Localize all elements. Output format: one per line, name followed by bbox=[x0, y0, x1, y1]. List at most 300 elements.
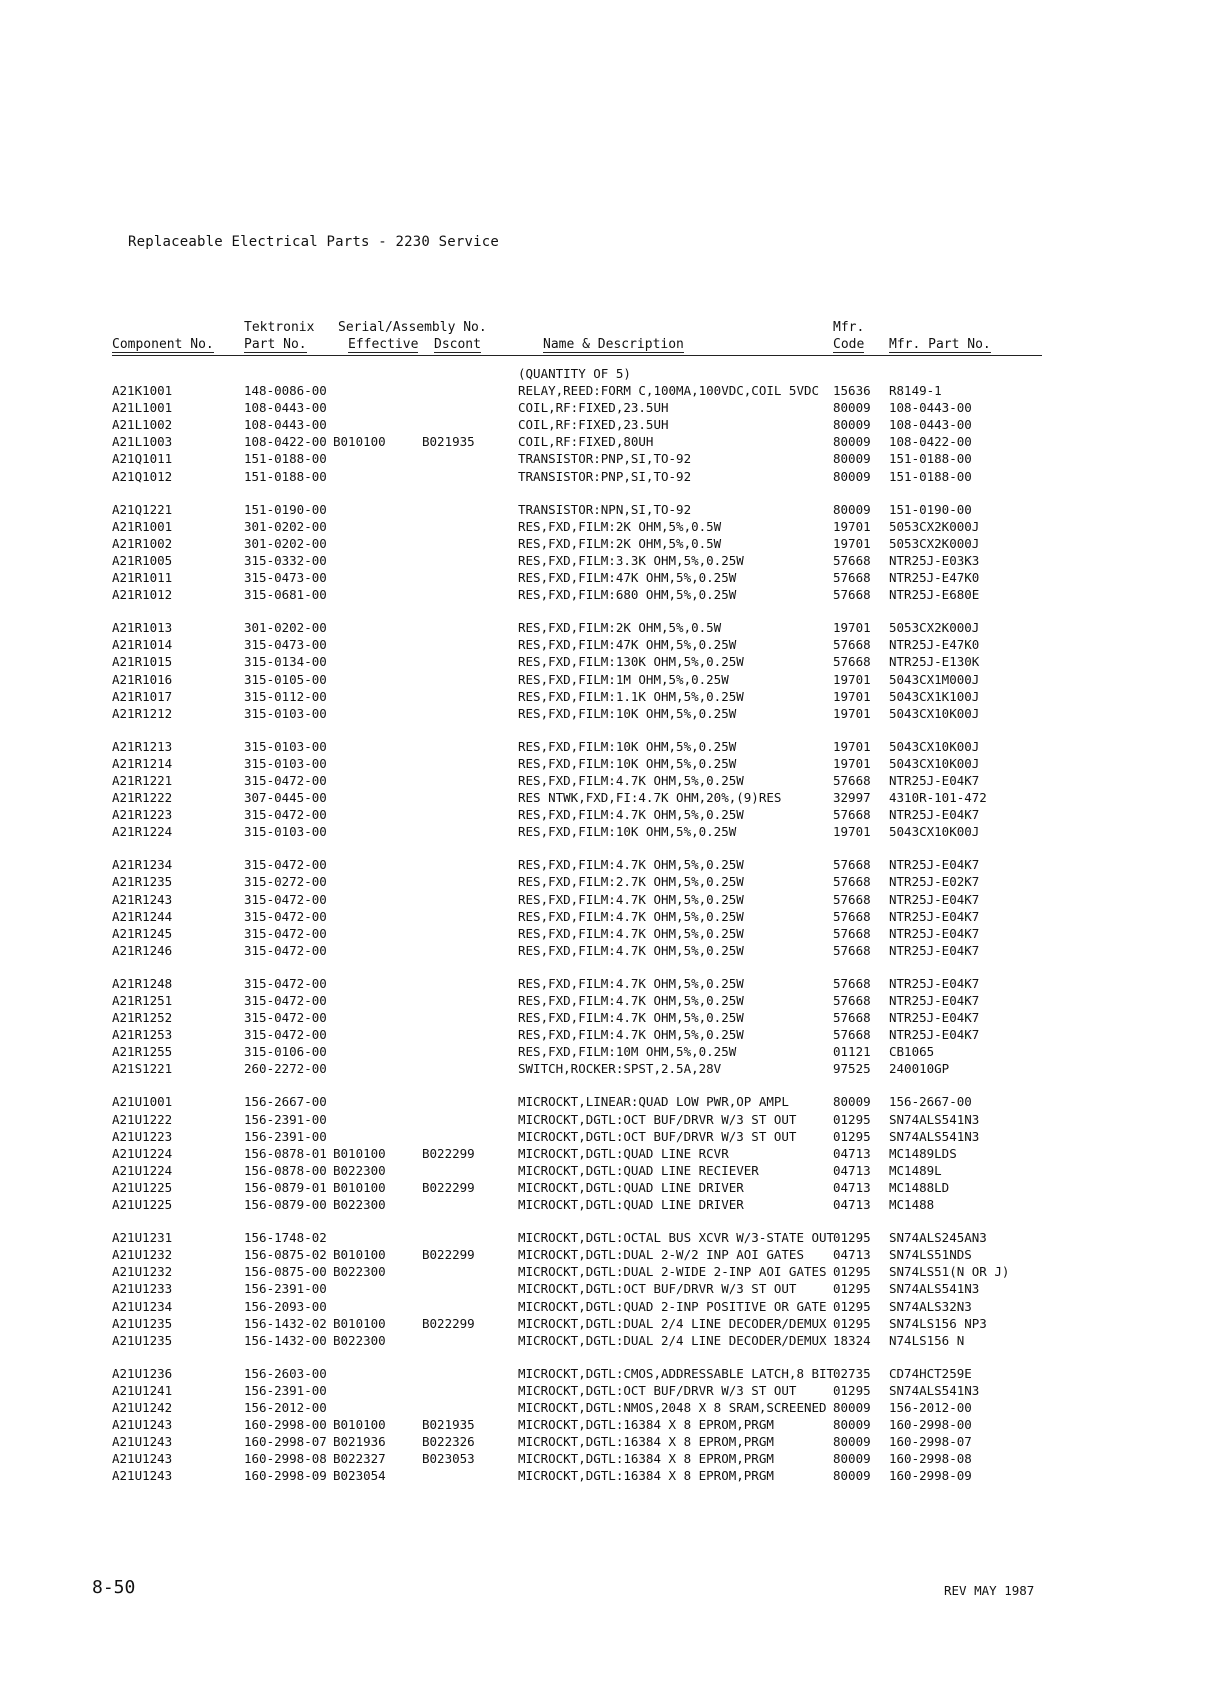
component-no: A21U1243 bbox=[112, 1451, 173, 1467]
tek-part-no: 151-0188-00 bbox=[244, 451, 327, 467]
tek-part-no: 156-0879-01 bbox=[244, 1179, 327, 1195]
component-no: A21R1017 bbox=[112, 688, 173, 704]
tek-part-no: 160-2998-00 bbox=[244, 1417, 327, 1433]
part-description: RES,FXD,FILM:4.7K OHM,5%,0.25W bbox=[518, 1027, 744, 1043]
page-title: Replaceable Electrical Parts - 2230 Service bbox=[128, 234, 500, 250]
component-no: A21R1214 bbox=[112, 755, 173, 771]
tek-part-no: 160-2998-07 bbox=[244, 1434, 327, 1450]
tek-part-no: 156-0875-02 bbox=[244, 1247, 327, 1263]
tek-part-no: 156-2391-00 bbox=[244, 1128, 327, 1144]
mfr-code: 04713 bbox=[833, 1179, 871, 1195]
header-effective: Effective bbox=[348, 337, 419, 352]
part-description: RES,FXD,FILM:10K OHM,5%,0.25W bbox=[518, 824, 737, 840]
mfr-code: 01121 bbox=[833, 1044, 871, 1060]
part-description: RES,FXD,FILM:4.7K OHM,5%,0.25W bbox=[518, 891, 744, 907]
table-row bbox=[0, 434, 1214, 451]
component-no: A21U1001 bbox=[112, 1094, 173, 1110]
mfr-code: 80009 bbox=[833, 1451, 871, 1467]
component-no: A21R1014 bbox=[112, 637, 173, 653]
mfr-code: 01295 bbox=[833, 1230, 871, 1246]
mfr-code: 57668 bbox=[833, 772, 871, 788]
tek-part-no: 315-0106-00 bbox=[244, 1044, 327, 1060]
part-description: MICROCKT,DGTL:QUAD LINE RECIEVER bbox=[518, 1162, 759, 1178]
mfr-part-no: NTR25J-E04K7 bbox=[889, 857, 980, 873]
mfr-code: 57668 bbox=[833, 1010, 871, 1026]
part-description: RES,FXD,FILM:3.3K OHM,5%,0.25W bbox=[518, 552, 744, 568]
mfr-part-no: MC1488 bbox=[889, 1197, 935, 1213]
mfr-code: 57668 bbox=[833, 857, 871, 873]
serial-dscont: B021935 bbox=[422, 434, 475, 450]
component-no: A21R1243 bbox=[112, 891, 173, 907]
mfr-part-no: NTR25J-E47K0 bbox=[889, 570, 980, 586]
parts-group bbox=[0, 739, 1214, 842]
tek-part-no: 315-0472-00 bbox=[244, 891, 327, 907]
table-row bbox=[0, 502, 1214, 519]
component-no: A21R1246 bbox=[112, 942, 173, 958]
part-description: RES,FXD,FILM:1.1K OHM,5%,0.25W bbox=[518, 688, 744, 704]
mfr-code: 57668 bbox=[833, 654, 871, 670]
table-row bbox=[0, 857, 1214, 874]
serial-effective: B022300 bbox=[333, 1264, 386, 1280]
component-no: A21R1222 bbox=[112, 790, 173, 806]
component-no: A21U1236 bbox=[112, 1365, 173, 1381]
tek-part-no: 260-2272-00 bbox=[244, 1061, 327, 1077]
component-no: A21U1233 bbox=[112, 1281, 173, 1297]
table-row bbox=[0, 1247, 1214, 1264]
mfr-part-no: 160-2998-09 bbox=[889, 1468, 972, 1484]
tek-part-no: 160-2998-09 bbox=[244, 1468, 327, 1484]
mfr-code: 19701 bbox=[833, 620, 871, 636]
mfr-code: 02735 bbox=[833, 1365, 871, 1381]
mfr-code: 57668 bbox=[833, 552, 871, 568]
table-row bbox=[0, 1468, 1214, 1485]
mfr-part-no: NTR25J-E04K7 bbox=[889, 772, 980, 788]
part-description: RES,FXD,FILM:47K OHM,5%,0.25W bbox=[518, 637, 737, 653]
mfr-code: 80009 bbox=[833, 417, 871, 433]
mfr-part-no: SN74ALS32N3 bbox=[889, 1298, 972, 1314]
part-description: RELAY,REED:FORM C,100MA,100VDC,COIL 5VDC bbox=[518, 383, 820, 399]
mfr-code: 01295 bbox=[833, 1281, 871, 1297]
mfr-code: 18324 bbox=[833, 1332, 871, 1348]
mfr-part-no: SN74LS156 NP3 bbox=[889, 1315, 987, 1331]
tek-part-no: 315-0105-00 bbox=[244, 671, 327, 687]
serial-effective: B010100 bbox=[333, 1145, 386, 1161]
part-description: RES,FXD,FILM:2K OHM,5%,0.5W bbox=[518, 620, 722, 636]
component-no: A21K1001 bbox=[112, 383, 173, 399]
tek-part-no: 315-0473-00 bbox=[244, 637, 327, 653]
mfr-code: 01295 bbox=[833, 1111, 871, 1127]
tek-part-no: 315-0112-00 bbox=[244, 688, 327, 704]
mfr-code: 57668 bbox=[833, 587, 871, 603]
tek-part-no: 315-0472-00 bbox=[244, 772, 327, 788]
mfr-part-no: 160-2998-00 bbox=[889, 1417, 972, 1433]
mfr-part-no: NTR25J-E04K7 bbox=[889, 891, 980, 907]
mfr-code: 19701 bbox=[833, 738, 871, 754]
mfr-code: 57668 bbox=[833, 637, 871, 653]
component-no: A21R1244 bbox=[112, 908, 173, 924]
serial-effective: B022300 bbox=[333, 1162, 386, 1178]
component-no: A21R1013 bbox=[112, 620, 173, 636]
table-row bbox=[0, 1366, 1214, 1383]
table-row bbox=[0, 383, 1214, 400]
mfr-part-no: 151-0188-00 bbox=[889, 468, 972, 484]
tek-part-no: 315-0472-00 bbox=[244, 807, 327, 823]
table-row bbox=[0, 1434, 1214, 1451]
mfr-part-no: R8149-1 bbox=[889, 383, 942, 399]
table-row bbox=[0, 790, 1214, 807]
mfr-code: 57668 bbox=[833, 570, 871, 586]
table-row bbox=[0, 756, 1214, 773]
table-row bbox=[0, 1146, 1214, 1163]
mfr-code: 80009 bbox=[833, 1468, 871, 1484]
mfr-part-no: N74LS156 N bbox=[889, 1332, 965, 1348]
mfr-code: 80009 bbox=[833, 1417, 871, 1433]
header-part-no: Part No. bbox=[244, 337, 307, 352]
part-description: COIL,RF:FIXED,80UH bbox=[518, 434, 654, 450]
part-description: MICROCKT,DGTL:NMOS,2048 X 8 SRAM,SCREENED bbox=[518, 1399, 827, 1415]
table-row bbox=[0, 1451, 1214, 1468]
component-no: A21U1224 bbox=[112, 1145, 173, 1161]
tek-part-no: 108-0443-00 bbox=[244, 400, 327, 416]
part-description: RES,FXD,FILM:2K OHM,5%,0.5W bbox=[518, 518, 722, 534]
serial-effective: B010100 bbox=[333, 1247, 386, 1263]
part-description: RES,FXD,FILM:4.7K OHM,5%,0.25W bbox=[518, 908, 744, 924]
mfr-code: 19701 bbox=[833, 688, 871, 704]
part-description: RES,FXD,FILM:4.7K OHM,5%,0.25W bbox=[518, 1010, 744, 1026]
mfr-part-no: 108-0422-00 bbox=[889, 434, 972, 450]
serial-dscont: B022299 bbox=[422, 1315, 475, 1331]
header-mfr: Mfr. bbox=[833, 320, 865, 335]
table-row bbox=[0, 1180, 1214, 1197]
table-row bbox=[0, 1094, 1214, 1111]
mfr-code: 19701 bbox=[833, 755, 871, 771]
serial-dscont: B021935 bbox=[422, 1417, 475, 1433]
part-description: MICROCKT,DGTL:OCTAL BUS XCVR W/3-STATE OUT bbox=[518, 1230, 835, 1246]
mfr-part-no: NTR25J-E130K bbox=[889, 654, 980, 670]
mfr-code: 80009 bbox=[833, 451, 871, 467]
header-component-no: Component No. bbox=[112, 337, 214, 352]
table-row bbox=[0, 926, 1214, 943]
component-no: A21R1221 bbox=[112, 772, 173, 788]
component-no: A21L1001 bbox=[112, 400, 173, 416]
mfr-code: 19701 bbox=[833, 824, 871, 840]
mfr-part-no: NTR25J-E47K0 bbox=[889, 637, 980, 653]
table-row bbox=[0, 519, 1214, 536]
parts-group bbox=[0, 383, 1214, 486]
tek-part-no: 156-2391-00 bbox=[244, 1281, 327, 1297]
mfr-part-no: NTR25J-E04K7 bbox=[889, 993, 980, 1008]
mfr-code: 04713 bbox=[833, 1197, 871, 1213]
component-no: A21Q1012 bbox=[112, 468, 173, 484]
component-no: A21R1002 bbox=[112, 535, 173, 551]
mfr-code: 80009 bbox=[833, 1094, 871, 1110]
part-description: RES,FXD,FILM:47K OHM,5%,0.25W bbox=[518, 570, 737, 586]
table-row bbox=[0, 400, 1214, 417]
quantity-note-row bbox=[0, 366, 1214, 383]
component-no: A21R1252 bbox=[112, 1010, 173, 1026]
table-row bbox=[0, 469, 1214, 486]
component-no: A21R1251 bbox=[112, 993, 173, 1008]
mfr-code: 80009 bbox=[833, 400, 871, 416]
tek-part-no: 156-0878-00 bbox=[244, 1162, 327, 1178]
table-row bbox=[0, 672, 1214, 689]
table-row bbox=[0, 1316, 1214, 1333]
part-description: RES,FXD,FILM:10K OHM,5%,0.25W bbox=[518, 738, 737, 754]
serial-effective: B022300 bbox=[333, 1332, 386, 1348]
table-row bbox=[0, 1010, 1214, 1027]
table-row bbox=[0, 706, 1214, 723]
mfr-part-no: 5043CX10K00J bbox=[889, 738, 980, 754]
mfr-code: 04713 bbox=[833, 1145, 871, 1161]
component-no: A21S1221 bbox=[112, 1061, 173, 1077]
component-no: A21R1234 bbox=[112, 857, 173, 873]
tek-part-no: 156-2667-00 bbox=[244, 1094, 327, 1110]
tek-part-no: 151-0190-00 bbox=[244, 501, 327, 517]
part-description: MICROCKT,DGTL:QUAD LINE RCVR bbox=[518, 1145, 729, 1161]
mfr-code: 57668 bbox=[833, 874, 871, 890]
mfr-code: 19701 bbox=[833, 518, 871, 534]
part-description: TRANSISTOR:NPN,SI,TO-92 bbox=[518, 501, 692, 517]
mfr-part-no: CD74HCT259E bbox=[889, 1365, 972, 1381]
component-no: A21U1225 bbox=[112, 1197, 173, 1213]
tek-part-no: 156-2012-00 bbox=[244, 1399, 327, 1415]
parts-group bbox=[0, 1094, 1214, 1214]
tek-part-no: 301-0202-00 bbox=[244, 518, 327, 534]
mfr-code: 80009 bbox=[833, 468, 871, 484]
part-description: RES,FXD,FILM:10M OHM,5%,0.25W bbox=[518, 1044, 737, 1060]
header-serial-assembly: Serial/Assembly No. bbox=[338, 320, 487, 335]
tek-part-no: 156-0879-00 bbox=[244, 1197, 327, 1213]
table-row bbox=[0, 1197, 1214, 1214]
component-no: A21R1005 bbox=[112, 552, 173, 568]
parts-group bbox=[0, 1230, 1214, 1350]
mfr-part-no: NTR25J-E04K7 bbox=[889, 1027, 980, 1043]
mfr-part-no: 160-2998-07 bbox=[889, 1434, 972, 1450]
quantity-note: (QUANTITY OF 5) bbox=[518, 366, 631, 381]
table-row bbox=[0, 874, 1214, 891]
mfr-code: 57668 bbox=[833, 908, 871, 924]
component-no: A21L1002 bbox=[112, 417, 173, 433]
component-no: A21U1235 bbox=[112, 1332, 173, 1348]
component-no: A21R1015 bbox=[112, 654, 173, 670]
tek-part-no: 156-0875-00 bbox=[244, 1264, 327, 1280]
tek-part-no: 156-0878-01 bbox=[244, 1145, 327, 1161]
tek-part-no: 108-0422-00 bbox=[244, 434, 327, 450]
part-description: RES,FXD,FILM:4.7K OHM,5%,0.25W bbox=[518, 975, 744, 991]
component-no: A21R1213 bbox=[112, 738, 173, 754]
table-row bbox=[0, 1112, 1214, 1129]
table-row bbox=[0, 553, 1214, 570]
table-row bbox=[0, 1163, 1214, 1180]
mfr-code: 57668 bbox=[833, 993, 871, 1008]
table-row bbox=[0, 807, 1214, 824]
serial-dscont: B022299 bbox=[422, 1247, 475, 1263]
component-no: A21U1231 bbox=[112, 1230, 173, 1246]
serial-dscont: B022299 bbox=[422, 1179, 475, 1195]
mfr-code: 15636 bbox=[833, 383, 871, 399]
component-no: A21R1011 bbox=[112, 570, 173, 586]
mfr-part-no: NTR25J-E04K7 bbox=[889, 925, 980, 941]
mfr-part-no: 156-2667-00 bbox=[889, 1094, 972, 1110]
mfr-code: 19701 bbox=[833, 535, 871, 551]
table-row bbox=[0, 1417, 1214, 1434]
table-row bbox=[0, 654, 1214, 671]
revision-date: REV MAY 1987 bbox=[944, 1583, 1035, 1598]
mfr-part-no: 5043CX1M000J bbox=[889, 671, 980, 687]
mfr-code: 80009 bbox=[833, 1399, 871, 1415]
tek-part-no: 315-0332-00 bbox=[244, 552, 327, 568]
mfr-code: 32997 bbox=[833, 790, 871, 806]
table-row bbox=[0, 570, 1214, 587]
table-row bbox=[0, 689, 1214, 706]
tek-part-no: 156-2093-00 bbox=[244, 1298, 327, 1314]
serial-effective: B010100 bbox=[333, 1417, 386, 1433]
mfr-code: 01295 bbox=[833, 1128, 871, 1144]
mfr-part-no: 151-0190-00 bbox=[889, 501, 972, 517]
parts-group bbox=[0, 857, 1214, 960]
mfr-code: 57668 bbox=[833, 925, 871, 941]
component-no: A21Q1011 bbox=[112, 451, 173, 467]
mfr-part-no: 5043CX1K100J bbox=[889, 688, 980, 704]
mfr-part-no: NTR25J-E04K7 bbox=[889, 975, 980, 991]
component-no: A21R1248 bbox=[112, 975, 173, 991]
mfr-code: 57668 bbox=[833, 942, 871, 958]
table-row bbox=[0, 1129, 1214, 1146]
table-header bbox=[112, 320, 1042, 354]
table-row bbox=[0, 976, 1214, 993]
part-description: MICROCKT,DGTL:OCT BUF/DRVR W/3 ST OUT bbox=[518, 1382, 797, 1398]
serial-effective: B010100 bbox=[333, 434, 386, 450]
mfr-part-no: NTR25J-E04K7 bbox=[889, 807, 980, 823]
parts-group bbox=[0, 620, 1214, 723]
mfr-part-no: MC1488LD bbox=[889, 1179, 950, 1195]
component-no: A21U1232 bbox=[112, 1247, 173, 1263]
part-description: RES,FXD,FILM:4.7K OHM,5%,0.25W bbox=[518, 942, 744, 958]
header-name-description: Name & Description bbox=[543, 337, 684, 352]
mfr-code: 97525 bbox=[833, 1061, 871, 1077]
component-no: A21R1224 bbox=[112, 824, 173, 840]
part-description: RES,FXD,FILM:4.7K OHM,5%,0.25W bbox=[518, 857, 744, 873]
mfr-part-no: 5043CX10K00J bbox=[889, 705, 980, 721]
part-description: RES NTWK,FXD,FI:4.7K OHM,20%,(9)RES bbox=[518, 790, 782, 806]
tek-part-no: 301-0202-00 bbox=[244, 535, 327, 551]
parts-table bbox=[0, 366, 1214, 1501]
mfr-part-no: 5053CX2K000J bbox=[889, 620, 980, 636]
parts-group bbox=[0, 502, 1214, 605]
tek-part-no: 315-0472-00 bbox=[244, 993, 327, 1008]
page-number: 8-50 bbox=[92, 1577, 136, 1598]
mfr-code: 04713 bbox=[833, 1162, 871, 1178]
component-no: A21U1241 bbox=[112, 1382, 173, 1398]
component-no: A21R1255 bbox=[112, 1044, 173, 1060]
mfr-code: 04713 bbox=[833, 1247, 871, 1263]
table-row bbox=[0, 1230, 1214, 1247]
mfr-part-no: 4310R-101-472 bbox=[889, 790, 987, 806]
part-description: COIL,RF:FIXED,23.5UH bbox=[518, 400, 669, 416]
component-no: A21U1222 bbox=[112, 1111, 173, 1127]
serial-effective: B022327 bbox=[333, 1451, 386, 1467]
tek-part-no: 315-0103-00 bbox=[244, 824, 327, 840]
part-description: MICROCKT,DGTL:QUAD LINE DRIVER bbox=[518, 1179, 744, 1195]
table-row bbox=[0, 536, 1214, 553]
component-no: A21U1232 bbox=[112, 1264, 173, 1280]
part-description: COIL,RF:FIXED,23.5UH bbox=[518, 417, 669, 433]
mfr-part-no: 5043CX10K00J bbox=[889, 824, 980, 840]
parts-group bbox=[0, 976, 1214, 1079]
mfr-part-no: SN74LS51(N OR J) bbox=[889, 1264, 1010, 1280]
component-no: A21U1242 bbox=[112, 1399, 173, 1415]
mfr-code: 57668 bbox=[833, 1027, 871, 1043]
mfr-part-no: 151-0188-00 bbox=[889, 451, 972, 467]
part-description: RES,FXD,FILM:680 OHM,5%,0.25W bbox=[518, 587, 737, 603]
tek-part-no: 148-0086-00 bbox=[244, 383, 327, 399]
table-row bbox=[0, 824, 1214, 841]
tek-part-no: 315-0103-00 bbox=[244, 705, 327, 721]
tek-part-no: 315-0472-00 bbox=[244, 942, 327, 958]
tek-part-no: 315-0472-00 bbox=[244, 975, 327, 991]
part-description: MICROCKT,DGTL:DUAL 2/4 LINE DECODER/DEMUX bbox=[518, 1315, 827, 1331]
mfr-part-no: 108-0443-00 bbox=[889, 417, 972, 433]
part-description: MICROCKT,DGTL:OCT BUF/DRVR W/3 ST OUT bbox=[518, 1281, 797, 1297]
header-code: Code bbox=[833, 337, 865, 352]
mfr-part-no: 5053CX2K000J bbox=[889, 518, 980, 534]
mfr-code: 80009 bbox=[833, 501, 871, 517]
part-description: RES,FXD,FILM:10K OHM,5%,0.25W bbox=[518, 755, 737, 771]
mfr-part-no: MC1489LDS bbox=[889, 1145, 957, 1161]
component-no: A21R1012 bbox=[112, 587, 173, 603]
table-row bbox=[0, 620, 1214, 637]
table-row bbox=[0, 993, 1214, 1010]
mfr-part-no: MC1489L bbox=[889, 1162, 942, 1178]
tek-part-no: 156-2391-00 bbox=[244, 1111, 327, 1127]
tek-part-no: 151-0188-00 bbox=[244, 468, 327, 484]
mfr-part-no: NTR25J-E04K7 bbox=[889, 942, 980, 958]
component-no: A21R1253 bbox=[112, 1027, 173, 1043]
mfr-part-no: NTR25J-E03K3 bbox=[889, 552, 980, 568]
table-row bbox=[0, 1281, 1214, 1298]
parts-group bbox=[0, 1366, 1214, 1486]
part-description: MICROCKT,DGTL:16384 X 8 EPROM,PRGM bbox=[518, 1451, 774, 1467]
mfr-code: 57668 bbox=[833, 891, 871, 907]
mfr-part-no: NTR25J-E680E bbox=[889, 587, 980, 603]
tek-part-no: 315-0681-00 bbox=[244, 587, 327, 603]
component-no: A21R1212 bbox=[112, 705, 173, 721]
serial-effective: B023054 bbox=[333, 1468, 386, 1484]
mfr-code: 01295 bbox=[833, 1315, 871, 1331]
tek-part-no: 156-1748-02 bbox=[244, 1230, 327, 1246]
mfr-code: 80009 bbox=[833, 1434, 871, 1450]
serial-effective: B021936 bbox=[333, 1434, 386, 1450]
tek-part-no: 156-2603-00 bbox=[244, 1365, 327, 1381]
mfr-part-no: NTR25J-E04K7 bbox=[889, 1010, 980, 1026]
mfr-code: 01295 bbox=[833, 1298, 871, 1314]
tek-part-no: 160-2998-08 bbox=[244, 1451, 327, 1467]
component-no: A21U1243 bbox=[112, 1468, 173, 1484]
part-description: RES,FXD,FILM:2K OHM,5%,0.5W bbox=[518, 535, 722, 551]
component-no: A21U1243 bbox=[112, 1434, 173, 1450]
part-description: RES,FXD,FILM:4.7K OHM,5%,0.25W bbox=[518, 772, 744, 788]
component-no: A21Q1221 bbox=[112, 501, 173, 517]
component-no: A21U1223 bbox=[112, 1128, 173, 1144]
part-description: MICROCKT,DGTL:DUAL 2-W/2 INP AOI GATES bbox=[518, 1247, 804, 1263]
part-description: MICROCKT,DGTL:OCT BUF/DRVR W/3 ST OUT bbox=[518, 1128, 797, 1144]
tek-part-no: 315-0472-00 bbox=[244, 908, 327, 924]
mfr-part-no: SN74ALS541N3 bbox=[889, 1382, 980, 1398]
tek-part-no: 315-0472-00 bbox=[244, 925, 327, 941]
mfr-part-no: CB1065 bbox=[889, 1044, 935, 1060]
tek-part-no: 156-1432-02 bbox=[244, 1315, 327, 1331]
tek-part-no: 108-0443-00 bbox=[244, 417, 327, 433]
